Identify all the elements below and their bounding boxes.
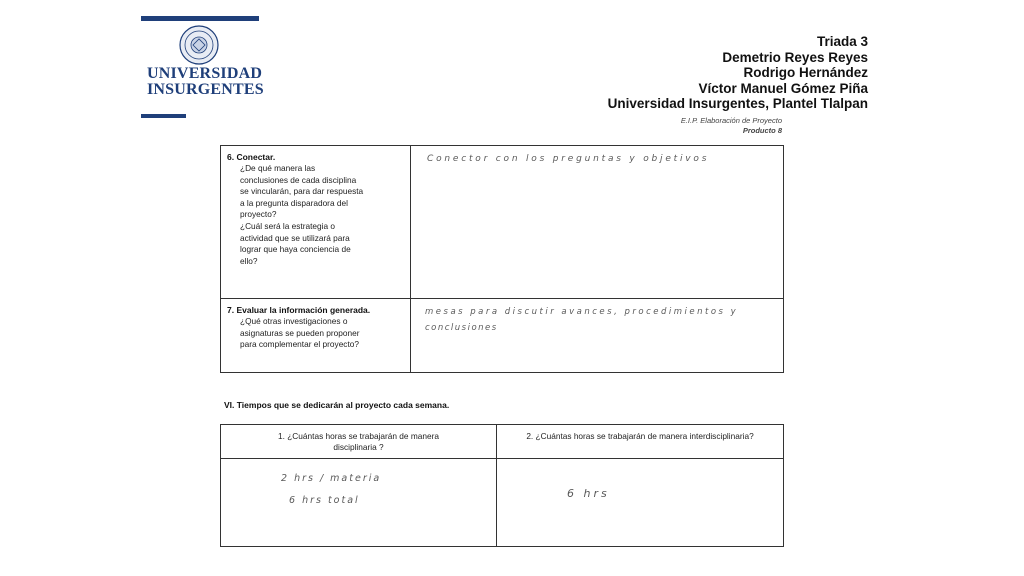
q7-line: ¿Qué otras investigaciones o (240, 316, 348, 326)
header-line: Universidad Insurgentes, Plantel Tlalpan (607, 96, 868, 111)
university-logo (141, 16, 264, 104)
hours-disciplinary-answer-cell (221, 459, 497, 546)
q6-body (227, 163, 404, 267)
team-header (608, 34, 868, 112)
q7-title: 7. Evaluar la información generada. (227, 305, 371, 315)
a2-handwritten-answer: 6 hrs (567, 487, 610, 500)
logo-line-2: INSURGENTES (147, 81, 264, 98)
q6-answer-cell (411, 146, 783, 299)
questions-table (220, 145, 784, 373)
logo-line-1: UNIVERSIDAD (147, 65, 263, 82)
h1-line2: disciplinaria ? (333, 442, 384, 452)
document-meta-title: E.I.P. Elaboración de Proyecto (680, 116, 782, 125)
hours-interdisciplinary-answer-cell (497, 459, 783, 546)
logo-wordmark (147, 65, 264, 98)
q7-handwritten-answer-line2: conclusiones (425, 323, 498, 333)
q6-title: 6. Conectar. (227, 152, 276, 162)
a1-handwritten-line2: 6 hrs total (289, 495, 360, 506)
q7-handwritten-answer-line1: mesas para discutir avances, procedimientos y (425, 307, 739, 317)
product-label: Producto 8 (742, 126, 782, 135)
logo-top-bar (141, 16, 259, 21)
header-line: Rodrigo Hernández (743, 65, 868, 80)
hours-disciplinary-header (221, 425, 497, 459)
q6-line: conclusiones de cada disciplina (240, 174, 357, 185)
q7-line: asignaturas se pueden proponer (240, 327, 360, 338)
q6-line: lograr que haya conciencia de (240, 244, 351, 255)
header-line: Víctor Manuel Gómez Piña (698, 80, 868, 96)
q7-line: para complementar el proyecto? (240, 339, 359, 350)
q7-answer-cell (411, 299, 783, 372)
q7-body (227, 316, 404, 351)
q6-handwritten-answer: Conector con los preguntas y objetivos (427, 154, 710, 164)
q6-line: proyecto? (240, 209, 277, 220)
h1-line1: 1. ¿Cuántas horas se trabajarán de manera (278, 431, 439, 441)
q6-line: a la pregunta disparadora del (240, 197, 348, 208)
hours-table (220, 424, 784, 547)
header-line: Triada 3 (816, 34, 868, 49)
q7-question-cell (221, 299, 411, 372)
header-line: Demetrio Reyes Reyes (722, 49, 868, 65)
q6-line: ¿Cuál será la estrategia o (240, 220, 336, 231)
q6-question-cell (221, 146, 411, 299)
q6-line: actividad que se utilizará para (240, 232, 350, 243)
hours-interdisciplinary-header (497, 425, 783, 459)
scanned-document (186, 112, 826, 576)
section-vi-title: VI. Tiempos que se dedicarán al proyecto cada semana. (224, 400, 450, 410)
q6-line: se vincularán, para dar respuesta (240, 186, 364, 197)
q6-line: ¿De qué manera las (240, 163, 316, 173)
q6-line: ello? (240, 255, 258, 266)
a1-handwritten-line1: 2 hrs / materia (281, 473, 382, 484)
h2-line: 2. ¿Cuántas horas se trabajarán de manera interdisciplinaria? (526, 431, 754, 441)
document-meta (681, 116, 782, 136)
